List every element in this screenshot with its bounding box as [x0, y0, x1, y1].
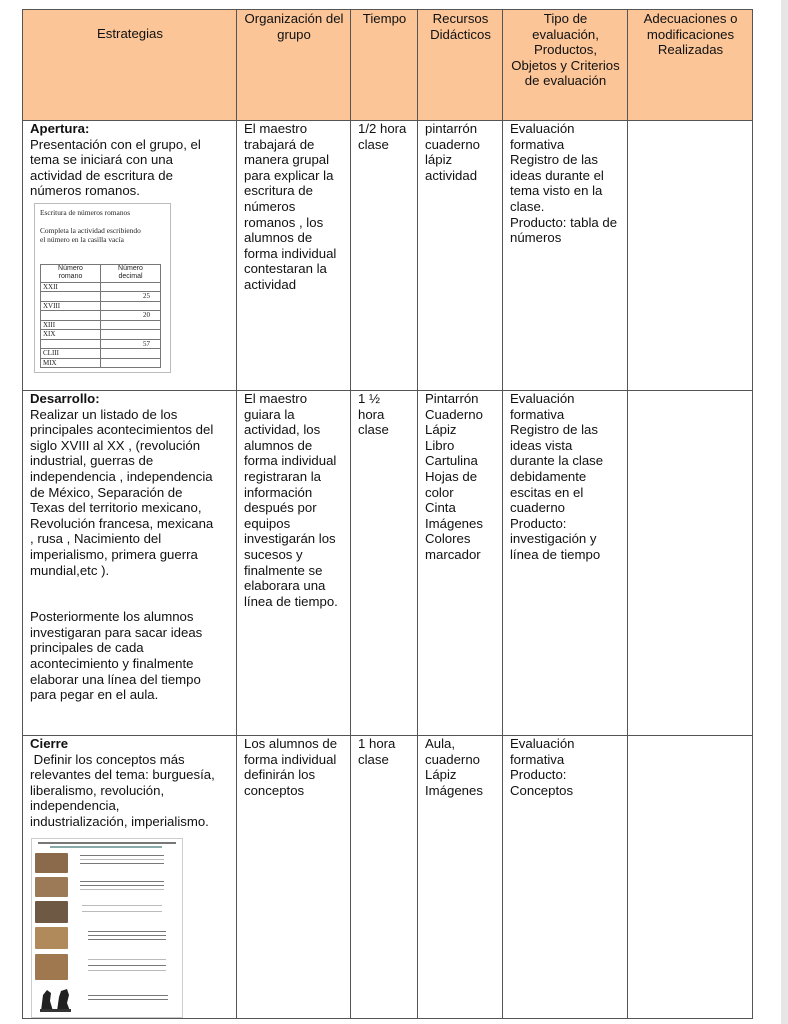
text-line: Conceptos — [510, 782, 574, 798]
text-line: Registro de las — [510, 152, 598, 168]
text-line: tema se iniciará con una — [30, 152, 173, 168]
text-line: investigarán los — [244, 531, 336, 547]
text-line: ideas vista — [510, 437, 573, 453]
decimal-cell — [101, 349, 161, 359]
text-line: Libro — [425, 437, 455, 453]
text-line: de México, Separación de — [30, 484, 183, 500]
text-line: trabajará de — [244, 136, 315, 152]
cell-organizacion — [237, 121, 351, 391]
decimal-cell — [101, 282, 161, 292]
decimal-cell — [101, 358, 161, 368]
text-line: pintarrón — [425, 121, 478, 136]
cell-tiempo — [351, 121, 418, 391]
header-recursos — [418, 10, 503, 121]
text-line: forma individual — [244, 751, 337, 767]
text-line: Definir los conceptos más — [30, 751, 185, 767]
text-line: industrialización, imperialismo. — [30, 813, 209, 829]
text-line: actividad — [244, 276, 297, 292]
roman-cell: XIX — [41, 330, 101, 340]
text-line: Colores — [425, 531, 471, 547]
phase-label: Apertura: — [30, 121, 90, 136]
cell-adecuaciones — [628, 736, 753, 1019]
worksheet-title: Escritura de números romanos — [40, 207, 131, 217]
historical-image — [35, 853, 68, 873]
header-line: Criterios de — [524, 57, 620, 89]
text-line: escitas en el — [510, 484, 584, 500]
raised-fists-icon — [37, 987, 75, 1013]
col-header-decimal: Número decimal — [101, 264, 161, 282]
header-line: Objetos y — [511, 57, 567, 73]
roman-cell: CLIII — [41, 349, 101, 359]
text-line: mundial,etc ). — [30, 562, 110, 578]
lesson-plan-table — [22, 9, 753, 1019]
roman-cell — [41, 339, 101, 349]
text-line: El maestro — [244, 121, 308, 136]
text-line: Cinta — [425, 500, 456, 516]
text-line: alumnos de — [244, 437, 313, 453]
text-line: clase — [358, 136, 389, 152]
cell-evaluacion — [503, 391, 628, 736]
text-line: acontecimiento y finalmente — [30, 655, 194, 671]
header-tipo-evaluacion — [503, 10, 628, 121]
text-line: equipos — [244, 515, 291, 531]
cell-estrategia — [23, 736, 237, 1019]
text-line: tema visto en la — [510, 183, 603, 199]
text-line: formativa — [510, 751, 565, 767]
cell-recursos — [418, 736, 503, 1019]
text-line: números romanos. — [30, 183, 140, 199]
scrollbar-track[interactable] — [781, 0, 788, 1024]
cell-adecuaciones — [628, 121, 753, 391]
text-line: guiara la — [244, 406, 295, 422]
header-line: evaluación, — [532, 26, 599, 42]
text-line: Revolución francesa, mexicana — [30, 515, 214, 531]
text-line: debidamente — [510, 468, 587, 484]
text-line: finalmente se — [244, 562, 323, 578]
text-line: clase — [358, 422, 389, 438]
col-header-roman: Número romano — [41, 264, 101, 282]
roman-cell — [41, 292, 101, 302]
table-row — [41, 282, 161, 292]
text-line: independencia , independencia — [30, 468, 213, 484]
historical-image — [35, 877, 68, 897]
header-line: Productos, — [533, 42, 598, 58]
cell-tiempo — [351, 391, 418, 736]
text-line: Evaluación — [510, 391, 575, 406]
roman-cell: XIII — [41, 320, 101, 330]
text-line: contestaran la — [244, 261, 327, 277]
text-line: 1 hora — [358, 736, 396, 751]
roman-cell: MIX — [41, 358, 101, 368]
cell-estrategia — [23, 121, 237, 391]
text-line: escritura de — [244, 183, 313, 199]
text-line: después por — [244, 500, 317, 516]
table-row-desarrollo — [23, 391, 753, 736]
text-line: 1 ½ — [358, 391, 380, 406]
text-line: sucesos y — [244, 546, 303, 562]
text-line: color — [425, 484, 454, 500]
text-line: elaborara una — [244, 578, 326, 594]
header-line: Didácticos — [430, 26, 491, 42]
text-line: Texas del territorio mexicano, — [30, 500, 202, 516]
text-line: Producto: — [510, 767, 567, 783]
table-row — [41, 330, 161, 340]
header-line: evaluación — [543, 73, 607, 89]
header-line: Realizadas — [657, 42, 724, 58]
concepts-worksheet-image — [31, 838, 183, 1018]
header-line: Adecuaciones o — [643, 11, 738, 26]
worksheet-instructions — [40, 226, 166, 244]
text-line: Evaluación — [510, 736, 575, 751]
text-line: cuaderno — [425, 751, 480, 767]
table-row — [41, 311, 161, 321]
text-line: Lápiz — [425, 767, 457, 783]
text-line: formativa — [510, 406, 565, 422]
text-line: actividad de escritura de — [30, 167, 173, 183]
header-organizacion — [237, 10, 351, 121]
cell-adecuaciones — [628, 391, 753, 736]
text-line: manera grupal — [244, 152, 330, 168]
header-adecuaciones — [628, 10, 753, 121]
table-row — [41, 301, 161, 311]
text-line: línea de tiempo. — [244, 593, 338, 609]
phase-label: Cierre — [30, 736, 69, 751]
text-line: principales de cada — [30, 640, 144, 656]
table-row — [41, 292, 161, 302]
decimal-cell — [101, 301, 161, 311]
cell-recursos — [418, 391, 503, 736]
table-row — [41, 358, 161, 368]
cell-tiempo — [351, 736, 418, 1019]
cell-recursos — [418, 121, 503, 391]
roman-numerals-worksheet — [34, 203, 171, 374]
text-line: definirán los — [244, 767, 316, 783]
text-line: Los alumnos de — [244, 736, 338, 751]
table-row — [41, 349, 161, 359]
decimal-cell — [101, 330, 161, 340]
cell-evaluacion — [503, 121, 628, 391]
text-line: elaborar una línea del tiempo — [30, 671, 201, 687]
text-line: para explicar la — [244, 167, 334, 183]
text-line: línea de tiempo — [510, 546, 601, 562]
text-line: Completa la actividad escribiendo — [40, 225, 141, 235]
text-line: para pegar en el aula. — [30, 687, 159, 703]
cell-estrategia — [23, 391, 237, 736]
decimal-cell: 25 — [101, 292, 161, 302]
text-line: clase — [358, 751, 389, 767]
text-line: Aula, — [425, 736, 456, 751]
text-line: siglo XVIII al XX , (revolución — [30, 437, 201, 453]
text-line: Imágenes — [425, 515, 483, 531]
cell-evaluacion — [503, 736, 628, 1019]
text-line: Posteriormente los alumnos — [30, 609, 194, 625]
text-line: , rusa , Nacimiento del — [30, 531, 162, 547]
text-line: principales acontecimientos del — [30, 422, 214, 438]
text-line: El maestro — [244, 391, 308, 406]
text-line: clase. — [510, 198, 545, 214]
text-line: Lápiz — [425, 422, 457, 438]
text-line: números — [510, 230, 562, 246]
text-line: Registro de las — [510, 422, 598, 438]
worksheet-heading-blur — [38, 842, 176, 844]
decimal-cell: 20 — [101, 311, 161, 321]
text-line: investigaran para sacar ideas — [30, 624, 203, 640]
text-line: Realizar un listado de los — [30, 406, 178, 422]
text-line: Evaluación — [510, 121, 575, 136]
table-row — [41, 320, 161, 330]
text-line: Hojas de — [425, 468, 478, 484]
text-line: cuaderno — [425, 136, 480, 152]
header-estrategias: Estrategias — [23, 10, 237, 121]
text-line: actividad, los — [244, 422, 321, 438]
roman-numerals-table — [40, 264, 161, 369]
text-line: forma individual — [244, 453, 337, 469]
worksheet-subheading-blur — [50, 846, 162, 848]
table-header-row — [23, 10, 753, 121]
roman-cell: XXII — [41, 282, 101, 292]
cell-organizacion — [237, 391, 351, 736]
header-line: Organización del — [244, 11, 344, 26]
text-line: Producto: tabla de — [510, 214, 618, 230]
text-line: ideas durante el — [510, 167, 604, 183]
header-line: Recursos — [432, 11, 489, 26]
text-line: información — [244, 484, 313, 500]
historical-image — [35, 901, 68, 923]
text-line: durante la clase — [510, 453, 604, 469]
text-line: alumnos de — [244, 230, 313, 246]
cell-organizacion — [237, 736, 351, 1019]
text-line: registraran la — [244, 468, 321, 484]
text-line: lápiz — [425, 152, 453, 168]
decimal-cell — [101, 320, 161, 330]
table-row — [41, 339, 161, 349]
text-line: marcador — [425, 546, 481, 562]
table-row-cierre — [23, 736, 753, 1019]
text-line: forma individual — [244, 245, 337, 261]
header-line: Tipo de — [543, 11, 588, 26]
text-line: conceptos — [244, 782, 305, 798]
roman-cell — [41, 311, 101, 321]
text-line: actividad — [425, 167, 478, 183]
historical-image — [35, 927, 68, 949]
text-line: liberalismo, revolución, — [30, 782, 165, 798]
decimal-cell: 57 — [101, 339, 161, 349]
header-tiempo: Tiempo — [351, 10, 418, 121]
text-line: Cuaderno — [425, 406, 483, 422]
text-line: relevantes del tema: burguesía, — [30, 767, 215, 783]
text-line: cuaderno — [510, 500, 565, 516]
header-line: modificaciones — [646, 26, 735, 42]
text-line: Pintarrón — [425, 391, 479, 406]
text-line: romanos , los — [244, 214, 324, 230]
text-line: el número en la casilla vacía — [40, 234, 124, 244]
historical-image — [35, 954, 68, 980]
text-line: Imágenes — [425, 782, 483, 798]
header-line: grupo — [277, 26, 311, 42]
table-row-apertura — [23, 121, 753, 391]
text-line: industrial, guerras de — [30, 453, 154, 469]
text-line: formativa — [510, 136, 565, 152]
phase-label: Desarrollo: — [30, 391, 100, 406]
text-line: imperialismo, primera guerra — [30, 546, 198, 562]
text-line: Producto: — [510, 515, 567, 531]
text-line: Presentación con el grupo, el — [30, 136, 201, 152]
roman-cell: XVIII — [41, 301, 101, 311]
text-line: 1/2 hora — [358, 121, 407, 136]
text-line: hora — [358, 406, 385, 422]
text-line: Cartulina — [425, 453, 478, 469]
text-line: números — [244, 198, 296, 214]
text-line: investigación y — [510, 531, 597, 547]
text-line: independencia, — [30, 798, 120, 814]
